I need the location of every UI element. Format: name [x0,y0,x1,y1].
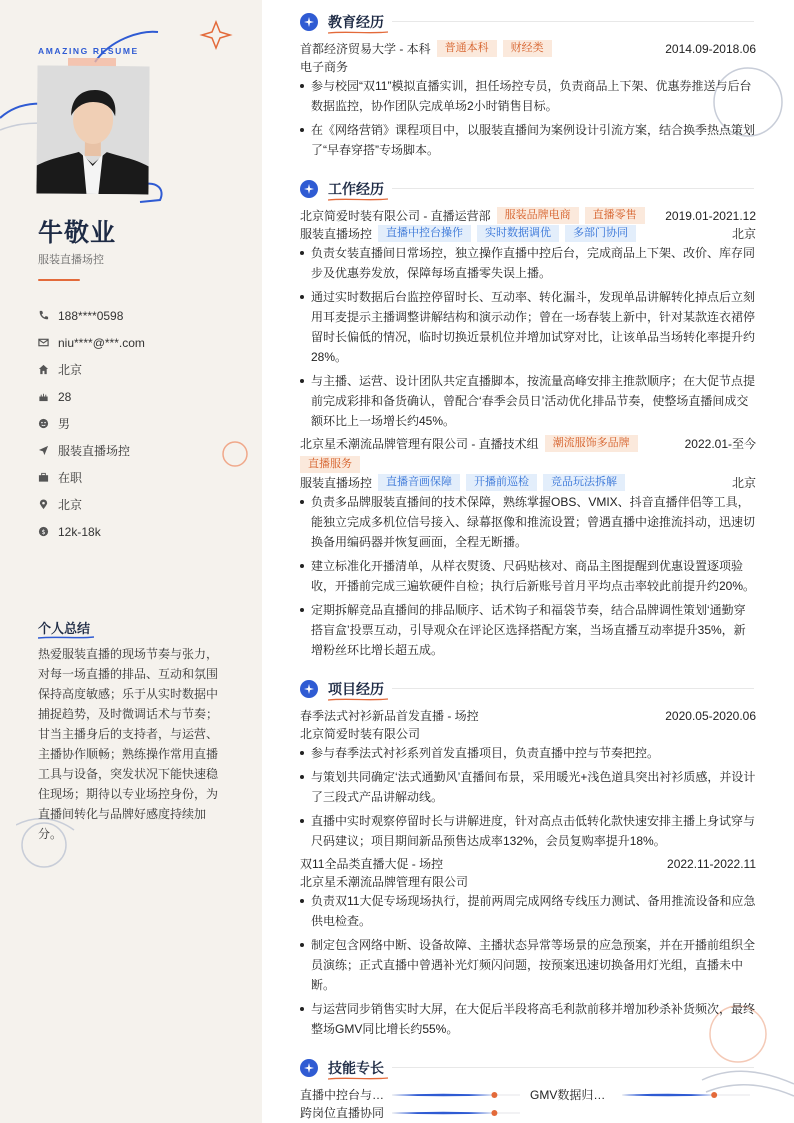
sparkle-icon [300,680,318,698]
list-item: 负责多品牌服装直播间的技术保障，熟练掌握OBS、VMIX、抖音直播伴侣等工具，能独立完成多机位信号接入、绿幕抠像和推流设置；曾遇直播中途推流抖动，迅速切换备用编码器并恢复画面，全程无断播。 [300,492,756,552]
company-name: 北京简爱时装有限公司 - 直播运营部 [300,209,491,223]
list-item: 负责双11大促专场现场执行，提前两周完成网络专线压力测试、备用推流设备和应急供电检查。 [300,891,756,931]
skill-tag: 开播前巡检 [466,474,537,491]
list-item: 负责女装直播间日常场控，独立操作直播中控后台，完成商品上下架、改价、库存同步及优惠券发放，保障每场直播零失误上播。 [300,243,756,283]
project-name: 春季法式衬衫新品首发直播 - 场控 [300,709,479,723]
skill-item [300,1104,520,1121]
date: 2022.01-至今 [684,437,756,451]
cake-icon [38,391,58,402]
city: 北京 [731,476,756,490]
divider [38,279,80,281]
info-text: 服装直播场控 [58,444,131,458]
info-text: 北京 [58,498,83,512]
section-title: 技能专长 [328,1060,384,1076]
tag: 潮流服饰多品牌 [545,435,638,452]
date: 2020.05-2020.06 [665,708,756,723]
project-company [300,725,756,742]
job-position-row [300,225,756,242]
skill-bar [392,1107,520,1119]
section-title: 项目经历 [328,681,384,697]
skill-dot [491,1092,497,1098]
info-city [38,356,248,383]
position: 服装直播场控 [300,476,373,490]
skill-fill [392,1111,494,1114]
location-icon [38,499,58,510]
education-header [300,40,756,57]
company-name: 北京星禾潮流品牌管理有限公司 - 直播技术组 [300,437,539,451]
home-icon [38,364,58,375]
position: 服装直播场控 [300,227,373,241]
title-underline [328,1077,388,1080]
list-item: 定期拆解竞品直播间的排品顺序、话术钩子和福袋节奏，结合品牌调性策划‘通勤穿搭盲盒’投票互动，引导观众在评论区选择搭配方案，当场直播互动率提升35%，新增粉丝环比增长超五成。 [300,600,756,660]
info-gender [38,410,248,437]
job-header [300,435,756,473]
job-header [300,207,756,224]
project-name: 双11全品类直播大促 - 场控 [300,857,444,871]
date: 2014.09-2018.06 [665,41,756,56]
info-text: 28 [58,389,72,404]
section-education [300,12,384,32]
tag: 直播服务 [300,456,360,473]
skill-tag: 实时数据调优 [477,225,559,242]
company-text: 北京星禾潮流品牌管理有限公司 [300,875,469,889]
city: 北京 [731,227,756,241]
divider [392,1067,754,1068]
skill-dot [491,1110,497,1116]
sparkle-icon [300,1059,318,1077]
date: 2019.01-2021.12 [665,208,756,223]
date: 2022.11-2022.11 [667,856,756,871]
sidebar [0,0,262,1123]
contact-info [38,302,248,545]
school-name: 首都经济贸易大学 - 本科 [300,42,431,56]
divider [392,188,754,189]
main-content [262,0,794,1123]
info-target [38,437,248,464]
skill-fill [392,1093,494,1096]
section-title: 教育经历 [328,14,384,30]
skill-tag: 直播音画保障 [378,474,460,491]
title-underline [328,198,388,201]
tag: 普通本科 [437,40,497,57]
list-item: 与主播、运营、设计团队共定直播脚本，按流量高峰安排主推款顺序；在大促节点提前完成彩排和备货确认，曾配合‘春季会员日’活动优化排品节奏，使整场直播间成交额环比上一场增长约45%。 [300,371,756,431]
section-skills [300,1058,384,1078]
major-text: 电子商务 [300,60,349,74]
skill-bar [622,1089,750,1101]
skill-fill [622,1093,714,1096]
info-text: 北京 [58,363,83,377]
list-item: 制定包含网络中断、设备故障、主播状态异常等场景的应急预案，并在开播前组织全员演练；正式直播中曾遇补光灯频闪问题，按预案迅速切换备用灯光组，直播未中断。 [300,935,756,995]
info-text: 188****0598 [58,308,124,323]
title-underline [328,698,388,701]
major [300,58,756,75]
phone-icon [38,310,58,321]
info-email [38,329,248,356]
tag: 直播零售 [585,207,645,224]
summary-title: 个人总结 [38,621,91,636]
tag: 服装品牌电商 [497,207,579,224]
info-text: 在职 [58,471,83,485]
project-header [300,707,756,724]
svg-text:$: $ [41,527,46,536]
skill-name: 直播中控台与… [300,1088,385,1102]
info-text: 男 [58,417,71,431]
divider [392,21,754,22]
skill-item [530,1086,750,1103]
skill-item [300,1086,520,1103]
skill-tag: 竞品玩法拆解 [543,474,625,491]
list-item: 通过实时数据后台监控停留时长、互动率、转化漏斗，发现单品讲解转化掉点后立刻用耳麦提示主播调整讲解结构和演示动作；曾在一场春装上新中，针对某款连衣裙停留时长偏低的情况，临时切换近景机位并增加试穿对比，让该单品当场转化率提升约28%。 [300,287,756,367]
list-item: 与策划共同确定‘法式通勤风’直播间布景，采用暖光+浅色道具突出衬衫质感，并设计了三段式产品讲解动线。 [300,767,756,807]
list-item: 在《网络营销》课程项目中，以服装直播间为案例设计引流方案，结合换季热点策划了“早春穿搭”专场脚本。 [300,120,756,160]
candidate-role: 服装直播场控 [38,254,104,266]
project-company [300,873,756,890]
skill-name: 跨岗位直播协同 [300,1106,385,1120]
money-icon [38,526,58,537]
section-projects [300,679,384,699]
project-header [300,855,756,872]
divider [392,688,754,689]
skill-name: GMV数据归… [530,1088,606,1102]
info-text: niu****@***.com [58,335,145,350]
skill-dot [711,1092,717,1098]
section-work [300,179,384,199]
info-status [38,464,248,491]
info-text: 12k-18k [58,524,101,539]
section-title: 工作经历 [328,181,384,197]
list-item: 建立标准化开播清单，从样衣熨烫、尺码贴核对、商品主图提醒到优惠设置逐项验收，开播前完成三遍软硬件自检；执行后新账号首月平均点击率较此前提升约20%。 [300,556,756,596]
list-item: 参与校园“双11”模拟直播实训，担任场控专员，负责商品上下架、优惠券推送与后台数据监控，协作团队完成单场2小时销售目标。 [300,76,756,116]
list-item: 参与春季法式衬衫系列首发直播项目，负责直播中控与节奏把控。 [300,743,756,763]
tag: 财经类 [503,40,552,57]
summary-underline [38,636,94,639]
info-phone [38,302,248,329]
skill-tag: 直播中控台操作 [378,225,471,242]
brand-text: AMAZING RESUME [38,46,139,56]
title-underline [328,31,388,34]
sparkle-icon [300,180,318,198]
list-item: 直播中实时观察停留时长与讲解进度，针对高点击低转化款快速安排主播上身试穿与尺码建议；项目期间新品预售达成率132%，会员复购率提升18%。 [300,811,756,851]
candidate-name: 牛敬业 [38,219,117,247]
avatar [36,66,149,195]
mail-icon [38,337,58,348]
list-item: 与运营同步销售实时大屏，在大促后半段将高毛利款前移并增加秒杀补货频次，最终整场GMV同比增长约55%。 [300,999,756,1039]
info-location [38,491,248,518]
sparkle-icon [300,13,318,31]
send-icon [38,445,58,456]
job-position-row [300,474,756,491]
summary-text: 热爱服装直播的现场节奏与张力，对每一场直播的排品、互动和氛围保持高度敏感；乐于从实时数据中捕捉趋势，及时微调话术与节奏；甘当主播身后的支持者，与运营、主播协作顺畅；熟练操作常用直播工具与设备，突发状况下能快速稳住现场；期待以专业场控身份，为直播间转化与品牌好感度持续加分。 [38,647,219,841]
face-icon [38,418,58,429]
info-salary [38,518,248,545]
skill-bar [392,1089,520,1101]
briefcase-icon [38,472,58,483]
info-age [38,383,248,410]
company-text: 北京简爱时装有限公司 [300,727,421,741]
skill-tag: 多部门协同 [565,225,636,242]
